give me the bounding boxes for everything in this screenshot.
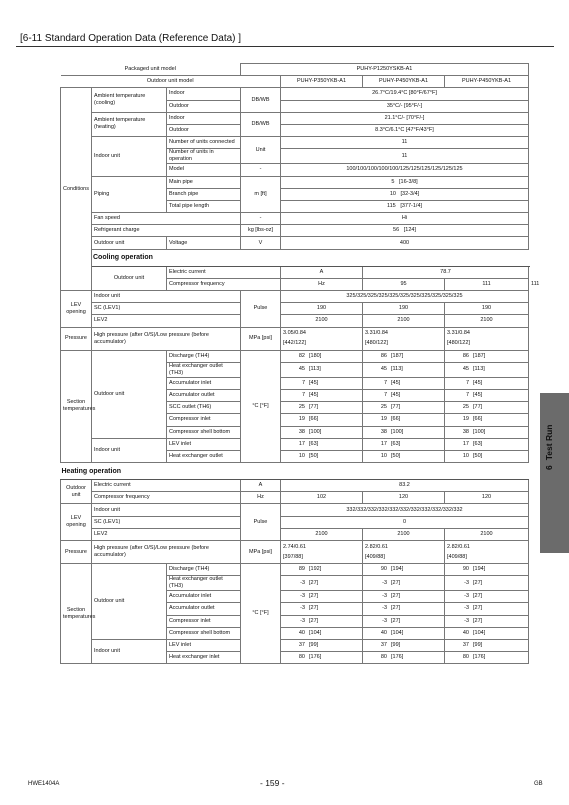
voltage-unit: V — [241, 237, 281, 249]
heating-pressure-label: Pressure — [61, 541, 92, 564]
heating-temps-outdoor-label: Outdoor unit — [92, 564, 167, 640]
heating-lev-indoor-label: Indoor unit — [92, 504, 241, 516]
model-value: 100/100/100/100/100/125/125/125/125/125/125 — [281, 164, 529, 176]
cooling-lev2-1: 2100 — [281, 315, 363, 327]
num-operation-label: Number of units in operation — [167, 149, 241, 164]
heating-sc-lev1-label: SC (LEV1) — [92, 516, 241, 528]
cooling-temp-value: 10 [50] — [281, 450, 363, 462]
refrigerant-label: Refrigerant charge — [92, 225, 241, 237]
cooling-comp-freq-unit: Hz — [281, 278, 363, 290]
cooling-temp-value: 45 [113] — [281, 362, 363, 377]
cooling-pressure-unit: MPa [psi] — [241, 327, 281, 350]
heating-temp-value: 90 [194] — [363, 564, 445, 576]
heating-temp-value: 90 [194] — [445, 564, 529, 576]
cooling-pressure-3: 3.31/0.84 [480/122] — [445, 327, 529, 350]
heating-temp-label: Accumulator inlet — [167, 591, 241, 603]
piping-label: Piping — [92, 176, 167, 213]
heating-temp-value: -3 [27] — [363, 603, 445, 615]
ambient-cooling-indoor-value: 26.7°C/19.4°C [80°F/67°F] — [281, 88, 529, 100]
cooling-comp-freq-2: 111 — [445, 278, 529, 290]
ambient-heating-label: Ambient temperature (heating) — [92, 112, 167, 136]
heating-temp-value: 37 [99] — [363, 639, 445, 651]
heating-temp-label: LEV inlet — [167, 639, 241, 651]
main-pipe-value: 5 [16-3/8] — [281, 176, 529, 188]
voltage-value: 400 — [281, 237, 529, 249]
cooling-temp-label: Accumulator inlet — [167, 377, 241, 389]
heating-temp-label: Compressor inlet — [167, 615, 241, 627]
heating-section-temps-label: Section temperatures — [61, 564, 92, 664]
cooling-sc-lev1-1: 190 — [281, 303, 363, 315]
ambient-heating-unit: DB/WB — [241, 112, 281, 136]
cooling-temp-value: 86 [187] — [363, 350, 445, 362]
cooling-temps-indoor-label: Indoor unit — [92, 438, 167, 462]
cooling-temp-value: 38 [100] — [445, 426, 529, 438]
heating-pressure-2: 2.82/0.61 [409/88] — [363, 541, 445, 564]
cooling-temp-value: 25 [77] — [363, 402, 445, 414]
heating-temp-value: 40 [104] — [281, 627, 363, 639]
header-rule — [16, 46, 554, 47]
cooling-temp-value: 17 [63] — [363, 438, 445, 450]
cooling-comp-freq-1: 95 — [363, 278, 445, 290]
heating-outdoor-unit-label: Outdoor unit — [61, 480, 92, 504]
heating-sc-lev1-value: 0 — [281, 516, 529, 528]
num-connected-value: 11 — [281, 137, 529, 149]
heating-temp-value: 40 [104] — [363, 627, 445, 639]
branch-pipe-label: Branch pipe — [167, 188, 241, 200]
cooling-temp-value: 86 [187] — [445, 350, 529, 362]
heating-temp-value: 40 [104] — [445, 627, 529, 639]
heating-temp-value: 37 [99] — [281, 639, 363, 651]
cooling-temp-value: 19 [66] — [281, 414, 363, 426]
model-label: Model — [167, 164, 241, 176]
cooling-lev-indoor-label: Indoor unit — [92, 291, 241, 303]
heating-section-title: Heating operation — [61, 463, 529, 480]
refrigerant-value: 56 [124] — [281, 225, 529, 237]
heating-temp-value: -3 [27] — [281, 591, 363, 603]
heating-temp-value: -3 [27] — [445, 591, 529, 603]
cooling-temp-value: 7 [45] — [445, 389, 529, 401]
heating-temp-value: -3 [27] — [445, 615, 529, 627]
cooling-temp-label: Heat exchanger outlet — [167, 450, 241, 462]
cooling-temp-value: 38 [100] — [281, 426, 363, 438]
cooling-temp-value: 82 [180] — [281, 350, 363, 362]
packaged-unit-model: PUHY-P1250YSKB-A1 — [241, 64, 529, 76]
chapter-side-tab — [540, 393, 569, 553]
branch-pipe-value: 10 [32-3/4] — [281, 188, 529, 200]
cooling-temp-label: LEV inlet — [167, 438, 241, 450]
heating-pressure-1: 2.74/0.61 [397/88] — [281, 541, 363, 564]
heating-temp-value: 80 [176] — [281, 652, 363, 664]
cooling-temp-value: 38 [100] — [363, 426, 445, 438]
cooling-sc-lev1-3: 190 — [445, 303, 529, 315]
fan-speed-value: Hi — [281, 213, 529, 225]
heating-lev2-2: 2100 — [363, 528, 445, 540]
heating-lev2-label: LEV2 — [92, 528, 241, 540]
heating-electric-label: Electric current — [92, 480, 241, 492]
cooling-temp-value: 17 [63] — [281, 438, 363, 450]
ambient-cooling-label: Ambient temperature (cooling) — [92, 88, 167, 112]
cooling-temp-value: 45 [113] — [445, 362, 529, 377]
heating-temp-value: 80 [176] — [445, 652, 529, 664]
voltage-outdoor-unit-label: Outdoor unit — [92, 237, 167, 249]
cooling-electric-unit: A — [281, 266, 363, 278]
heating-lev-indoor-value: 332/332/332/332/332/332/332/332/332/332/332 — [281, 504, 529, 516]
heating-temp-label: Heat exchanger inlet — [167, 652, 241, 664]
heating-lev-label: LEV opening — [61, 504, 92, 541]
heating-temp-label: Accumulator outlet — [167, 603, 241, 615]
heating-comp-freq-unit: Hz — [241, 492, 281, 504]
heating-electric-unit: A — [241, 480, 281, 492]
heating-lev2-1: 2100 — [281, 528, 363, 540]
cooling-sc-lev1-label: SC (LEV1) — [92, 303, 241, 315]
heating-pressure-desc: High pressure (after O/S)/Low pressure (before accumulator) — [92, 541, 241, 564]
cooling-pressure-desc: High pressure (after O/S)/Low pressure (before accumulator) — [92, 327, 241, 350]
heating-temp-unit: °C [°F] — [241, 564, 281, 664]
standard-operation-data-table: Packaged unit model PUHY-P1250YSKB-A1 Outdoor unit model PUHY-P350YKB-A1 PUHY-P450YKB-A1 PUHY-P450YKB-A1 Conditions Ambient temperature (cooling) Indoor DB/WB 26.7°C/19.4°C [80°F/67°F] Outdoor 35°C/- [95°F/-] Ambient temperature (heating) Indoor DB/WB 21.1°C/- [70°F/-] Outdoor 8.3°C/6.1°C [47°F/43°F] Indoor unit Number of units connected Unit 11 Number of units in operation 11 Model - 100/100/100/100/100/125/125/125/125/125/125 Piping Main pipe m [ft] 5 [16-3/8] Branch pipe 10 [32-3/4] Total pipe length 115 [377-1/4] Fan speed - Hi Refrigerant charge kg [lbs-oz] 56 [124] Outdoor unit Voltage V 400 Cooling operation Outdoor unit Electric current A 78.7 Compressor frequency Hz 95 111 111 LEV opening Indoor unit Pulse 325/325/325/325/325/325/325/325/325/325/325 SC (LEV1) 190 190 190 LEV2 2100 2100 2100 Pressure High pressure (after O/S)/Low pressure (before accumulator) MPa [psi] 3.05/0.84 [442/122] 3.31/0.84 [480/122] 3.31/0.84 [480/122] Section temperatures Outdoor unit Discharge (TH4) °C [°F] 82 [180] 86 [187] 86 [187] Heat exchanger outlet (TH3) 45 [113] 45 [113] 45 [113] Accumulator inlet 7 [45] 7 [45] 7 [45] Accumulator outlet 7 [45] 7 [45] 7 [45] SCC outlet (TH6) 25 [77] 25 [77] 25 [77] Compressor inlet 19 [66] 19 [66] 19 [66] Compressor shell bottom 38 [100] 38 [100] 38 [100] Indoor unit LEV inlet 17 [63] 17 [63] 17 [63] Heat exchanger outlet 10 [50] 10 [50] 10 [50] Heating operation Outdoor unit Electric current A 83.2 Compressor frequency Hz 102 120 120 LEV opening Indoor unit Pulse 332/332/332/332/332/332/332/332/332/332/332 SC (LEV1) 0 LEV2 2100 2100 2100 Pressure High pressure (after O/S)/Low pressure (before accumulator) MPa [psi] 2.74/0.61 [397/88] 2.82/0.61 [409/88] 2.82/0.61 [409/88] Section temperatures Outdoor unit Discharge (TH4) °C [°F] 89 [192] 90 [194] 90 [194] Heat exchanger outlet (TH3) -3 [27] -3 [27] -3 [27] Accumulator inlet -3 [27] -3 [27] -3 [27] Accumulator outlet -3 [27] -3 [27] -3 [27] Compressor inlet -3 [27] -3 [27] -3 [27] Compressor shell bottom 40 [104] 40 [104] 40 [104] Indoor unit LEV inlet 37 [99] 37 [99] 37 [99] Heat exchanger inlet 80 [176] 80 [176] 80 [176] — [60, 63, 529, 664]
heating-temp-value: -3 [27] — [363, 615, 445, 627]
ambient-cooling-outdoor-value: 35°C/- [95°F/-] — [281, 100, 529, 112]
cooling-temp-value: 7 [45] — [281, 377, 363, 389]
cooling-temp-label: Discharge (TH4) — [167, 350, 241, 362]
footer-doc-code: HWE1404A — [28, 781, 60, 787]
cooling-temp-value: 10 [50] — [445, 450, 529, 462]
footer-page-number: - 159 - — [260, 778, 285, 788]
num-connected-label: Number of units connected — [167, 137, 241, 149]
heating-temp-label: Discharge (TH4) — [167, 564, 241, 576]
cooling-lev-label: LEV opening — [61, 291, 92, 328]
chapter-side-tab-label: 6Test Run — [544, 424, 554, 470]
cooling-temp-value: 19 [66] — [363, 414, 445, 426]
heating-comp-freq-1: 102 — [281, 492, 363, 504]
cooling-temp-value: 45 [113] — [363, 362, 445, 377]
ambient-heating-outdoor-value: 8.3°C/6.1°C [47°F/43°F] — [281, 124, 529, 136]
heating-temp-label: Heat exchanger outlet (TH3) — [167, 576, 241, 591]
indoor-unit-label: Indoor unit — [92, 137, 167, 176]
outdoor-model-3: PUHY-P450YKB-A1 — [445, 76, 529, 88]
cooling-sc-lev1-2: 190 — [363, 303, 445, 315]
cooling-lev2-label: LEV2 — [92, 315, 241, 327]
ambient-heating-indoor-value: 21.1°C/- [70°F/-] — [281, 112, 529, 124]
footer-region: GB — [534, 781, 543, 787]
cooling-lev-unit: Pulse — [241, 291, 281, 328]
cooling-temp-label: SCC outlet (TH6) — [167, 402, 241, 414]
unit-count-unit: Unit — [241, 137, 281, 164]
fan-speed-label: Fan speed — [92, 213, 241, 225]
outdoor-model-2: PUHY-P450YKB-A1 — [363, 76, 445, 88]
page-header-title: [6-11 Standard Operation Data (Reference Data) ] — [20, 33, 242, 44]
heating-temp-value: -3 [27] — [281, 603, 363, 615]
heating-lev2-3: 2100 — [445, 528, 529, 540]
heating-comp-freq-3: 120 — [445, 492, 529, 504]
total-pipe-value: 115 [377-1/4] — [281, 200, 529, 212]
cooling-comp-freq-label: Compressor frequency — [167, 278, 281, 290]
cooling-temp-value: 7 [45] — [281, 389, 363, 401]
conditions-label: Conditions — [61, 88, 92, 291]
fan-speed-unit: - — [241, 213, 281, 225]
outdoor-unit-model-label: Outdoor unit model — [61, 76, 281, 88]
ambient-heating-indoor-label: Indoor — [167, 112, 241, 124]
heating-electric-value: 83.2 — [281, 480, 529, 492]
voltage-label: Voltage — [167, 237, 241, 249]
heating-temp-value: -3 [27] — [445, 603, 529, 615]
cooling-electric-value: 78.7 — [363, 266, 529, 278]
heating-temp-value: 80 [176] — [363, 652, 445, 664]
heating-pressure-3: 2.82/0.61 [409/88] — [445, 541, 529, 564]
ambient-cooling-indoor-label: Indoor — [167, 88, 241, 100]
cooling-temp-value: 17 [63] — [445, 438, 529, 450]
cooling-pressure-label: Pressure — [61, 327, 92, 350]
heating-lev-unit: Pulse — [241, 504, 281, 541]
cooling-temp-label: Compressor inlet — [167, 414, 241, 426]
model-unit: - — [241, 164, 281, 176]
cooling-temp-unit: °C [°F] — [241, 350, 281, 463]
cooling-temp-value: 25 [77] — [445, 402, 529, 414]
heating-temp-value: -3 [27] — [281, 615, 363, 627]
cooling-temp-value: 25 [77] — [281, 402, 363, 414]
cooling-temp-value: 10 [50] — [363, 450, 445, 462]
cooling-temp-label: Accumulator outlet — [167, 389, 241, 401]
cooling-pressure-1: 3.05/0.84 [442/122] — [281, 327, 363, 350]
heating-temps-indoor-label: Indoor unit — [92, 639, 167, 663]
cooling-temp-label: Compressor shell bottom — [167, 426, 241, 438]
cooling-lev-indoor-value: 325/325/325/325/325/325/325/325/325/325/325 — [281, 291, 529, 303]
cooling-lev2-2: 2100 — [363, 315, 445, 327]
heating-pressure-unit: MPa [psi] — [241, 541, 281, 564]
heating-temp-value: 37 [99] — [445, 639, 529, 651]
heating-temp-value: -3 [27] — [445, 576, 529, 591]
heating-temp-value: -3 [27] — [363, 576, 445, 591]
packaged-unit-model-label: Packaged unit model — [61, 64, 241, 76]
cooling-temp-label: Heat exchanger outlet (TH3) — [167, 362, 241, 377]
refrigerant-unit: kg [lbs-oz] — [241, 225, 281, 237]
cooling-temps-outdoor-label: Outdoor unit — [92, 350, 167, 438]
cooling-electric-label: Electric current — [167, 266, 281, 278]
heating-temp-value: -3 [27] — [281, 576, 363, 591]
heating-comp-freq-label: Compressor frequency — [92, 492, 241, 504]
cooling-lev2-3: 2100 — [445, 315, 529, 327]
cooling-temp-value: 7 [45] — [445, 377, 529, 389]
piping-unit: m [ft] — [241, 176, 281, 213]
num-operation-value: 11 — [281, 149, 529, 164]
cooling-outdoor-unit-label: Outdoor unit — [92, 266, 167, 290]
cooling-pressure-2: 3.31/0.84 [480/122] — [363, 327, 445, 350]
cooling-section-title: Cooling operation — [92, 249, 529, 266]
cooling-temp-value: 7 [45] — [363, 377, 445, 389]
heating-temp-value: -3 [27] — [363, 591, 445, 603]
ambient-cooling-outdoor-label: Outdoor — [167, 100, 241, 112]
cooling-section-temps-label: Section temperatures — [61, 350, 92, 463]
ambient-cooling-unit: DB/WB — [241, 88, 281, 112]
cooling-temp-value: 19 [66] — [445, 414, 529, 426]
heating-comp-freq-2: 120 — [363, 492, 445, 504]
ambient-heating-outdoor-label: Outdoor — [167, 124, 241, 136]
cooling-temp-value: 7 [45] — [363, 389, 445, 401]
heating-temp-value: 89 [192] — [281, 564, 363, 576]
total-pipe-label: Total pipe length — [167, 200, 241, 212]
outdoor-model-1: PUHY-P350YKB-A1 — [281, 76, 363, 88]
main-pipe-label: Main pipe — [167, 176, 241, 188]
heating-temp-label: Compressor shell bottom — [167, 627, 241, 639]
